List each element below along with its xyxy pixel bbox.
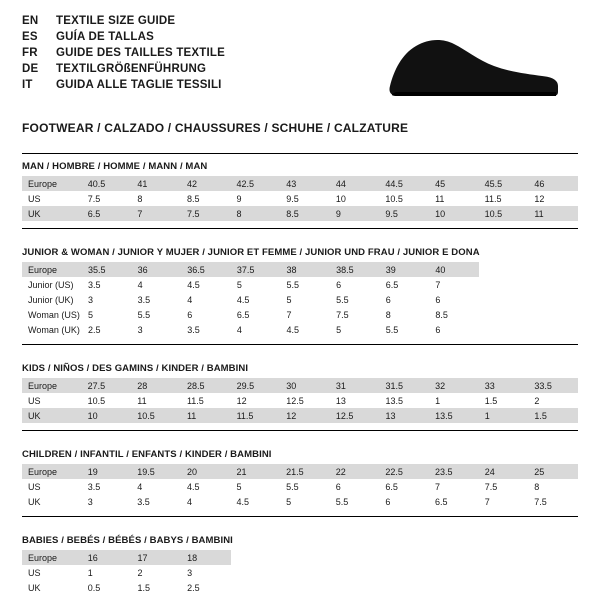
size-cell: 43	[280, 176, 330, 191]
row-label: Europe	[22, 176, 82, 191]
size-cell: 6	[380, 292, 430, 307]
divider	[22, 228, 578, 229]
size-cell: 12.5	[330, 408, 380, 423]
size-cell: 13	[330, 393, 380, 408]
size-cell: 11.5	[479, 191, 529, 206]
size-cell: 27.5	[82, 378, 132, 393]
size-cell: 8	[528, 479, 578, 494]
size-cell: 10	[330, 191, 380, 206]
size-cell	[380, 550, 430, 565]
size-cell: 44	[330, 176, 380, 191]
size-cell: 31	[330, 378, 380, 393]
language-title: TEXTILGRÖßENFÜHRUNG	[56, 63, 207, 75]
size-cell: 2	[528, 393, 578, 408]
size-cell: 33	[479, 378, 529, 393]
size-cell: 5.5	[330, 292, 380, 307]
size-cell: 8	[380, 307, 430, 322]
size-cell	[479, 580, 529, 595]
size-cell: 13	[380, 408, 430, 423]
size-cell: 6	[379, 494, 429, 509]
size-cell: 31.5	[380, 378, 430, 393]
size-cell: 4	[132, 277, 182, 292]
size-cell: 5	[231, 479, 281, 494]
size-cell: 7	[429, 479, 479, 494]
size-cell: 3.5	[82, 479, 132, 494]
table-row	[22, 580, 578, 595]
size-cell: 6	[330, 479, 380, 494]
size-cell: 10.5	[131, 408, 181, 423]
size-cell	[330, 550, 380, 565]
divider	[22, 153, 578, 154]
language-code: FR	[22, 47, 38, 59]
size-cell: 12	[528, 191, 578, 206]
page-header	[22, 14, 578, 107]
size-group-title: BABIES / BEBÉS / BÉBÉS / BABYS / BAMBINI	[22, 535, 233, 546]
size-cell: 4	[181, 494, 231, 509]
language-title: GUÍA DE TALLAS	[56, 31, 154, 43]
size-cell: 25	[528, 464, 578, 479]
table-row	[22, 464, 578, 479]
size-cell: 45.5	[479, 176, 529, 191]
size-cell	[429, 565, 479, 580]
size-cell: 21	[231, 464, 281, 479]
size-cell: 19	[82, 464, 132, 479]
size-cell: 6	[429, 292, 479, 307]
size-cell	[528, 580, 578, 595]
row-label: Europe	[22, 550, 82, 565]
size-cell: 32	[429, 378, 479, 393]
size-cell: 17	[131, 550, 181, 565]
size-cell: 10.5	[82, 393, 132, 408]
size-group	[22, 153, 578, 229]
size-cell: 37.5	[231, 262, 281, 277]
table-row	[22, 292, 578, 307]
table-row	[22, 307, 578, 322]
row-label: US	[22, 191, 82, 206]
size-cell	[479, 565, 529, 580]
size-cell: 28.5	[181, 378, 231, 393]
page-title: FOOTWEAR / CALZADO / CHAUSSURES / SCHUHE / CALZATURE	[22, 121, 409, 135]
size-cell: 29.5	[231, 378, 281, 393]
size-cell	[528, 565, 578, 580]
size-table	[22, 464, 578, 509]
size-cell	[479, 322, 528, 337]
size-cell: 5	[82, 307, 132, 322]
size-cell: 6.5	[429, 494, 479, 509]
size-cell: 1.5	[131, 580, 181, 595]
size-cell: 1.5	[528, 408, 578, 423]
size-cell: 1	[429, 393, 479, 408]
size-cell: 42	[181, 176, 231, 191]
table-row	[22, 322, 578, 337]
size-cell: 7	[281, 307, 331, 322]
size-cell: 40.5	[82, 176, 132, 191]
language-row	[22, 78, 225, 93]
language-titles	[22, 14, 225, 93]
size-cell: 7	[429, 277, 479, 292]
size-cell	[479, 262, 528, 277]
size-cell: 5	[280, 494, 330, 509]
size-cell: 6	[181, 307, 231, 322]
size-cell	[380, 580, 430, 595]
size-cell: 4	[181, 292, 231, 307]
size-cell	[231, 565, 281, 580]
size-cell: 3.5	[132, 292, 182, 307]
size-cell: 21.5	[280, 464, 330, 479]
row-label: US	[22, 393, 82, 408]
size-cell: 11	[429, 191, 479, 206]
size-cell	[528, 292, 578, 307]
dress-shoe-icon	[382, 30, 560, 107]
size-cell: 11	[131, 393, 181, 408]
size-cell	[479, 550, 529, 565]
size-cell: 9.5	[379, 206, 429, 221]
size-cell	[330, 580, 380, 595]
size-cell: 12.5	[280, 393, 330, 408]
size-cell	[479, 277, 528, 292]
table-row	[22, 176, 578, 191]
size-cell: 19.5	[131, 464, 181, 479]
size-cell: 10	[429, 206, 479, 221]
size-cell: 7.5	[181, 206, 231, 221]
size-cell: 24	[479, 464, 529, 479]
size-cell: 39	[380, 262, 430, 277]
size-cell: 33.5	[528, 378, 578, 393]
row-label: US	[22, 565, 82, 580]
table-row	[22, 277, 578, 292]
size-cell: 3	[132, 322, 182, 337]
size-cell: 38.5	[330, 262, 380, 277]
size-cell: 4	[231, 322, 281, 337]
size-cell: 10	[82, 408, 132, 423]
size-cell	[528, 307, 578, 322]
table-row	[22, 191, 578, 206]
size-cell: 12	[280, 408, 330, 423]
table-row	[22, 565, 578, 580]
size-cell: 41	[131, 176, 181, 191]
size-group	[22, 535, 578, 595]
size-cell	[528, 322, 578, 337]
size-cell: 5.5	[380, 322, 430, 337]
row-label: Woman (US)	[22, 307, 82, 322]
size-cell: 7	[479, 494, 529, 509]
size-cell: 5	[281, 292, 331, 307]
size-cell: 3.5	[82, 277, 132, 292]
size-cell: 8.5	[181, 191, 231, 206]
size-cell: 6.5	[82, 206, 132, 221]
size-cell: 4.5	[181, 277, 231, 292]
table-row	[22, 378, 578, 393]
size-cell: 16	[82, 550, 132, 565]
size-table	[22, 550, 578, 595]
size-group	[22, 449, 578, 517]
size-group-title: KIDS / NIÑOS / DES GAMINS / KINDER / BAMBINI	[22, 363, 249, 374]
language-row	[22, 30, 225, 45]
table-row	[22, 393, 578, 408]
size-cell: 28	[131, 378, 181, 393]
table-row	[22, 494, 578, 509]
size-cell: 11	[528, 206, 578, 221]
size-cell	[528, 277, 578, 292]
row-label: Europe	[22, 262, 82, 277]
size-cell: 4.5	[281, 322, 331, 337]
size-group	[22, 247, 578, 345]
size-cell: 8	[131, 191, 181, 206]
size-cell: 6.5	[231, 307, 281, 322]
size-cell: 9.5	[280, 191, 330, 206]
row-label: Europe	[22, 464, 82, 479]
size-cell: 22	[330, 464, 380, 479]
size-cell: 23.5	[429, 464, 479, 479]
size-cell	[330, 565, 380, 580]
size-cell: 1	[479, 408, 529, 423]
size-cell: 42.5	[231, 176, 281, 191]
size-cell: 8.5	[429, 307, 479, 322]
size-group-title: JUNIOR & WOMAN / JUNIOR Y MUJER / JUNIOR ET FEMME / JUNIOR UND FRAU / JUNIOR E DONA	[22, 247, 480, 258]
size-cell: 10.5	[479, 206, 529, 221]
size-cell: 35.5	[82, 262, 132, 277]
table-row	[22, 479, 578, 494]
size-cell: 2.5	[181, 580, 231, 595]
language-title: GUIDA ALLE TAGLIE TESSILI	[56, 79, 222, 91]
row-label: UK	[22, 206, 82, 221]
size-cell: 45	[429, 176, 479, 191]
size-cell: 13.5	[429, 408, 479, 423]
size-cell: 3	[181, 565, 231, 580]
size-table	[22, 262, 578, 337]
divider	[22, 344, 578, 345]
size-group	[22, 363, 578, 431]
size-cell: 18	[181, 550, 231, 565]
size-cell: 1	[82, 565, 132, 580]
size-cell: 3	[82, 292, 132, 307]
table-row	[22, 550, 578, 565]
size-cell: 5.5	[132, 307, 182, 322]
size-cell	[280, 550, 330, 565]
size-cell: 8	[231, 206, 281, 221]
size-cell	[231, 550, 281, 565]
language-code: IT	[22, 79, 33, 91]
size-cell: 0.5	[82, 580, 132, 595]
size-cell: 30	[280, 378, 330, 393]
size-cell: 6	[330, 277, 380, 292]
size-table	[22, 378, 578, 423]
size-cell: 6.5	[379, 479, 429, 494]
size-cell: 7	[131, 206, 181, 221]
size-cell: 3.5	[181, 322, 231, 337]
size-cell: 44.5	[379, 176, 429, 191]
language-code: DE	[22, 63, 39, 75]
language-title: TEXTILE SIZE GUIDE	[56, 15, 176, 27]
size-cell: 6.5	[380, 277, 430, 292]
size-cell	[280, 580, 330, 595]
row-label: UK	[22, 408, 82, 423]
size-cell: 7.5	[330, 307, 380, 322]
size-cell	[429, 550, 479, 565]
size-cell: 5.5	[281, 277, 331, 292]
language-title: GUIDE DES TAILLES TEXTILE	[56, 47, 225, 59]
size-cell: 11.5	[181, 393, 231, 408]
row-label: Junior (UK)	[22, 292, 82, 307]
size-cell	[479, 292, 528, 307]
size-cell	[528, 262, 578, 277]
size-cell: 22.5	[379, 464, 429, 479]
row-label: UK	[22, 494, 82, 509]
size-cell: 4.5	[231, 494, 281, 509]
size-cell: 9	[330, 206, 380, 221]
size-cell: 7.5	[479, 479, 529, 494]
size-cell: 4	[131, 479, 181, 494]
size-cell: 7.5	[528, 494, 578, 509]
size-cell: 9	[231, 191, 281, 206]
size-cell: 5.5	[330, 494, 380, 509]
size-cell	[429, 580, 479, 595]
language-row	[22, 46, 225, 61]
size-cell: 4.5	[181, 479, 231, 494]
size-cell: 13.5	[380, 393, 430, 408]
size-cell	[528, 550, 578, 565]
row-label: Junior (US)	[22, 277, 82, 292]
size-cell: 38	[281, 262, 331, 277]
table-row	[22, 262, 578, 277]
size-cell: 46	[528, 176, 578, 191]
size-cell: 2	[131, 565, 181, 580]
language-row	[22, 14, 225, 29]
size-cell: 11	[181, 408, 231, 423]
size-cell: 10.5	[379, 191, 429, 206]
size-cell: 6	[429, 322, 479, 337]
size-cell	[231, 580, 281, 595]
size-cell: 8.5	[280, 206, 330, 221]
size-tables	[22, 153, 578, 595]
size-cell: 4.5	[231, 292, 281, 307]
divider	[22, 516, 578, 517]
size-cell: 5.5	[280, 479, 330, 494]
row-label: US	[22, 479, 82, 494]
size-cell: 40	[429, 262, 479, 277]
size-group-title: MAN / HOMBRE / HOMME / MANN / MAN	[22, 161, 208, 172]
size-cell: 5	[231, 277, 281, 292]
size-cell: 1.5	[479, 393, 529, 408]
size-cell: 20	[181, 464, 231, 479]
row-label: UK	[22, 580, 82, 595]
size-cell: 12	[231, 393, 281, 408]
table-row	[22, 408, 578, 423]
size-cell: 3.5	[131, 494, 181, 509]
size-cell: 11.5	[231, 408, 281, 423]
language-code: EN	[22, 15, 39, 27]
size-cell: 36	[132, 262, 182, 277]
size-cell: 3	[82, 494, 132, 509]
divider	[22, 430, 578, 431]
size-cell	[479, 307, 528, 322]
size-cell: 5	[330, 322, 380, 337]
table-row	[22, 206, 578, 221]
size-group-title: CHILDREN / INFANTIL / ENFANTS / KINDER / BAMBINI	[22, 449, 272, 460]
size-cell: 2.5	[82, 322, 132, 337]
size-cell	[380, 565, 430, 580]
row-label: Europe	[22, 378, 82, 393]
row-label: Woman (UK)	[22, 322, 82, 337]
size-cell: 7.5	[82, 191, 132, 206]
language-row	[22, 62, 225, 77]
language-code: ES	[22, 31, 38, 43]
size-cell	[280, 565, 330, 580]
size-cell: 36.5	[181, 262, 231, 277]
size-table	[22, 176, 578, 221]
